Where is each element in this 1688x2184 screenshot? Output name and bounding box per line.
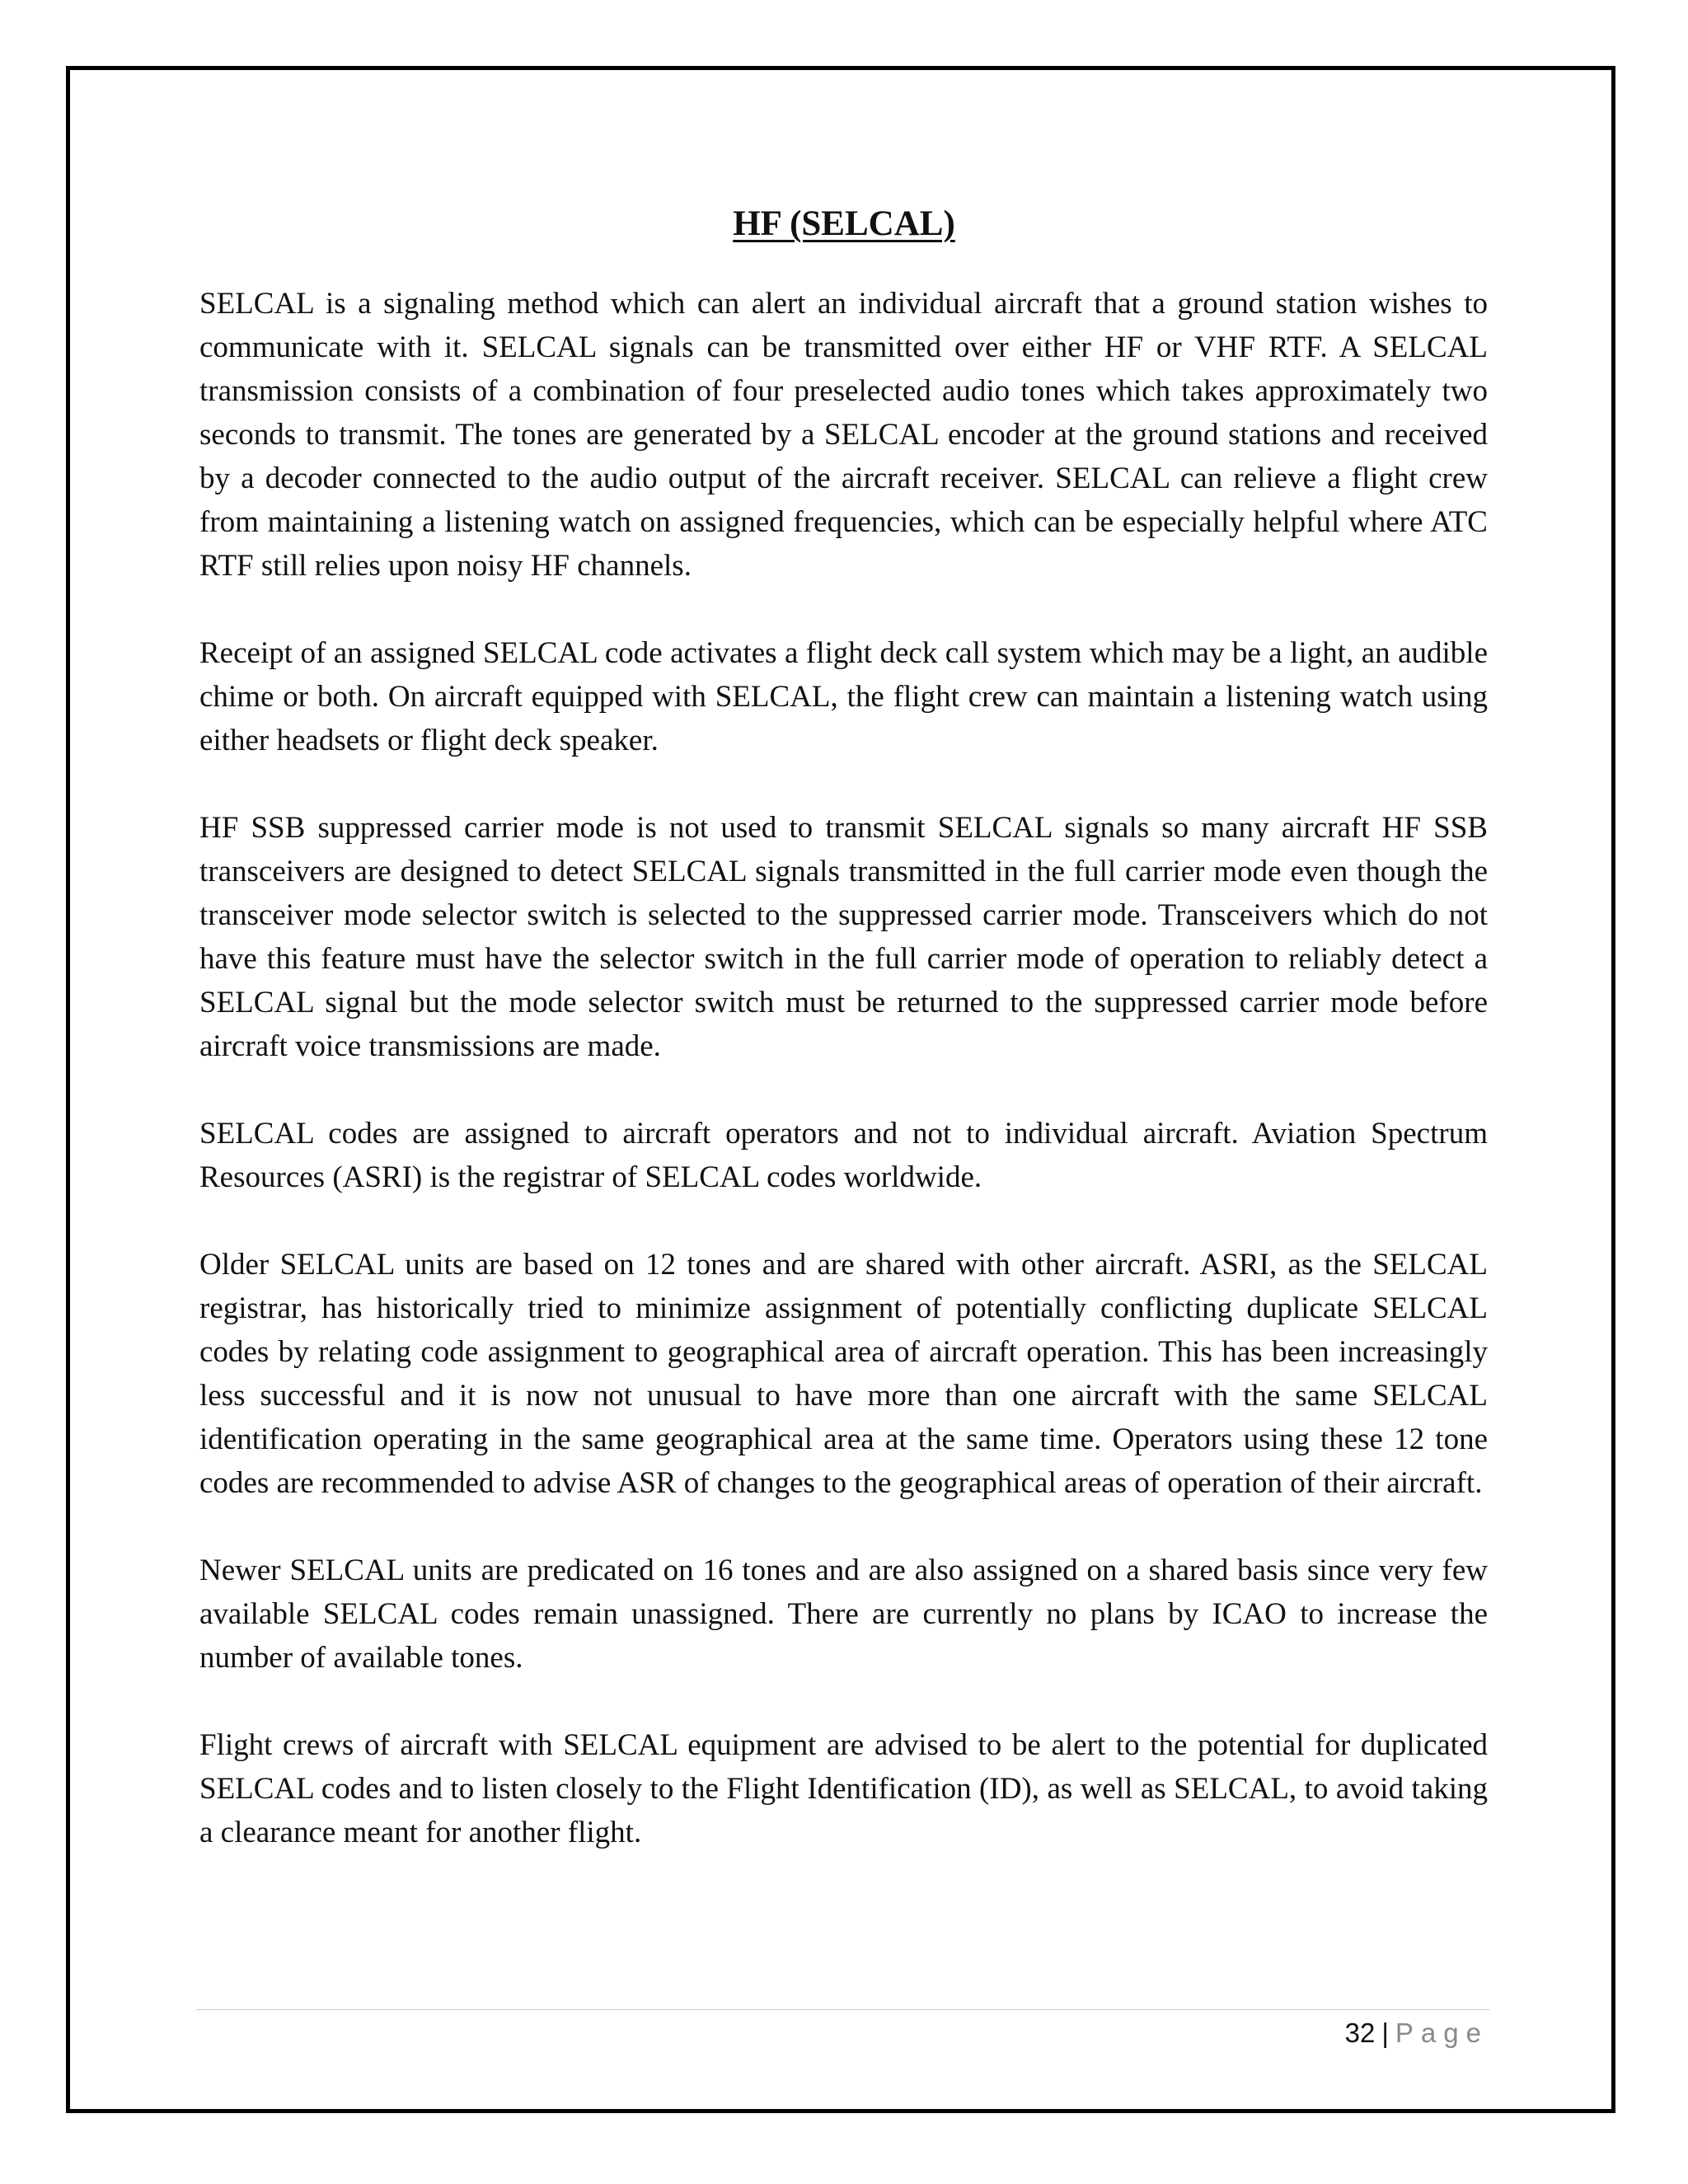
page-title: HF (SELCAL) [733,204,955,243]
page-footer [1345,2013,1489,2054]
paragraph-flight-crew-advice: Flight crews of aircraft with SELCAL equipment are advised to be alert to the potential for duplicated SELCAL codes and to listen closely to the Flight Identification (ID), as well as SELCAL, to avoid taking a clearance meant for another flight. [199,1728,1488,1849]
paragraph-selcal-overview: SELCAL is a signaling method which can alert an individual aircraft that a ground station wishes to communicate with it. SELCAL signals can be transmitted over either HF or VHF RTF. A SELCAL transmission consists of a combination of four preselected audio tones which takes approximately two seconds to transmit. The tones are generated by a SELCAL encoder at the ground stations and received by a decoder connected to the audio output of the aircraft receiver. SELCAL can relieve a flight crew from maintaining a listening watch on assigned frequencies, which can be especially helpful where ATC RTF still relies upon noisy HF channels. [199,287,1488,583]
paragraph-ssb-carrier-mode: HF SSB suppressed carrier mode is not used to transmit SELCAL signals so many aircraft HF SSB transceivers are designed to detect SELCAL signals transmitted in the full carrier mode even though the transceiver mode selector switch is selected to the suppressed carrier mode. Transceivers which do not have this feature must have the selector switch in the full carrier mode of operation to reliably detect a SELCAL signal but the mode selector switch must be returned to the suppressed carrier mode before aircraft voice transmissions are made. [199,811,1488,1063]
paragraph-selcal-call-system: Receipt of an assigned SELCAL code activates a flight deck call system which may be a light, an audible chime or both. On aircraft equipped with SELCAL, the flight crew can maintain a listening watch using either headsets or flight deck speaker. [199,636,1488,757]
paragraph-older-units: Older SELCAL units are based on 12 tones and are shared with other aircraft. ASRI, as the SELCAL registrar, has historically tried to minimize assignment of potentially conflicting duplicate SELCAL codes by relating code assignment to geographical area of aircraft operation. This has been increasingly less successful and it is now not unusual to have more than one aircraft with the same SELCAL identification operating in the same geographical area at the same time. Operators using these 12 tone codes are recommended to advise ASR of changes to the geographical areas of operation of their aircraft. [199,1248,1488,1500]
paragraph-newer-units: Newer SELCAL units are predicated on 16 tones and are also assigned on a shared basis since very few available SELCAL codes remain unassigned. There are currently no plans by ICAO to increase the number of available tones. [199,1554,1488,1675]
page-number: 32 [1344,2018,1376,2048]
footer-separator: | [1381,2018,1389,2048]
footer-divider [196,2009,1490,2010]
paragraph-code-assignment: SELCAL codes are assigned to aircraft operators and not to individual aircraft. Aviation Spectrum Resources (ASRI) is the registrar of SELCAL codes worldwide. [199,1117,1488,1194]
page-label: Page [1395,2018,1489,2048]
body-text [199,282,1488,1898]
